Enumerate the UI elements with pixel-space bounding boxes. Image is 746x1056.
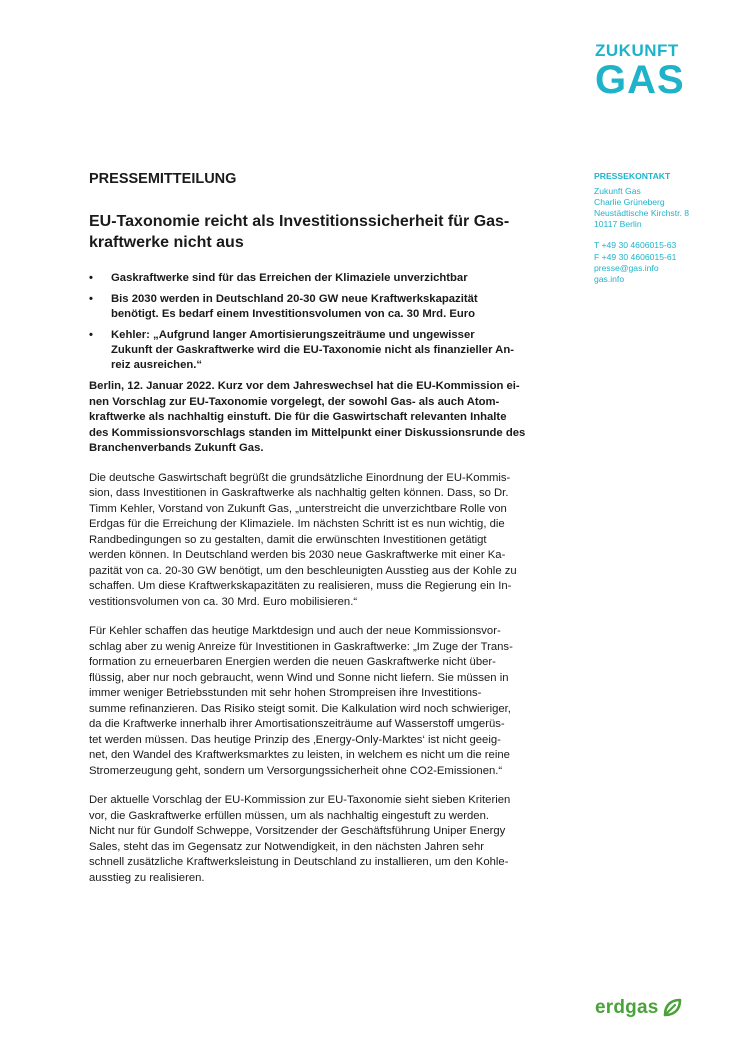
key-point-line: benötigt. Es bedarf einem Investitionsvolumen von ca. 30 Mrd. Euro <box>111 308 476 320</box>
logo-line-2: GAS <box>595 58 685 102</box>
headline-line: EU-Taxonomie reicht als Investitionssicherheit für Gas- <box>89 213 510 230</box>
contact-person: Charlie Grüneberg <box>594 197 665 208</box>
document-kicker: PRESSEMITTEILUNG <box>89 171 237 187</box>
body-line: vestitionsvolumen von ca. 30 Mrd. Euro mobilisieren.“ <box>89 595 358 608</box>
body-line: Timm Kehler, Vorstand von Zukunft Gas, „unterstreicht die unverzichtbare Rolle von <box>89 502 507 515</box>
contact-address <box>594 186 724 230</box>
body-line: werden können. In Deutschland werden bis 2030 neue Gaskraftwerke mit einer Ka- <box>89 549 506 561</box>
lead-line: Berlin, 12. Januar 2022. Kurz vor dem Jahreswechsel hat die EU-Kommission ei- <box>89 380 520 392</box>
body-paragraph-1 <box>89 471 571 611</box>
body-line: Erdgas für die Erreichung der Klimaziele. Im nächsten Schritt ist es nun wichtig, die <box>89 518 505 530</box>
body-line: vor, die Gaskraftwerke erfüllen müssen, um als nachhaltig eingestuft zu werden. <box>89 809 489 822</box>
headline-line: kraftwerke nicht aus <box>89 234 244 251</box>
lead-paragraph <box>89 379 571 457</box>
body-paragraph-3 <box>89 793 571 886</box>
key-point <box>89 328 571 373</box>
body-line: schaffen. Um diese Kraftwerkskapazitäten zu realisieren, muss die Regierung ein In- <box>89 580 512 592</box>
key-point-line: Zukunft der Gaskraftwerke wird die EU-Taxonomie nicht als finanzieller An- <box>111 344 515 356</box>
contact-city: 10117 Berlin <box>594 219 642 230</box>
leaf-icon <box>661 997 683 1019</box>
body-line: Die deutsche Gaswirtschaft begrüßt die grundsätzliche Einordnung der EU-Kommis- <box>89 471 511 484</box>
key-points-list <box>89 271 571 373</box>
body-paragraph-2 <box>89 624 571 779</box>
key-point-line: reiz ausreichen.“ <box>111 359 203 371</box>
headline <box>89 211 571 253</box>
press-contact <box>594 171 724 295</box>
body-line: Randbedingungen so zu gestalten, damit die erwünschten Investitionen getätigt <box>89 533 487 546</box>
body-line: schnell zusätzliche Kraftwerksleistung in Deutschland zu installieren, um den Kohle- <box>89 856 509 868</box>
body-line: tet werden müssen. Das heutige Prinzip des ‚Energy-Only-Marktes‘ ist nicht geeig- <box>89 733 501 746</box>
body-line: Sales, steht das im Gegensatz zur Notwendigkeit, in den nächsten Jahren sehr <box>89 840 484 853</box>
body-line: immer weniger Betriebsstunden mit sehr hohen Strompreisen ihre Investitions- <box>89 687 482 699</box>
press-release-body <box>89 170 571 900</box>
lead-line: des Kommissionsvorschlags standen im Mittelpunkt einer Diskussionsrunde des <box>89 426 526 439</box>
press-contact-heading: PRESSEKONTAKT <box>594 171 671 181</box>
body-line: Stromerzeugung geht, sondern um Versorgungssicherheit ohne CO2-Emissionen.“ <box>89 764 503 777</box>
contact-org: Zukunft Gas <box>594 186 641 197</box>
body-line: Der aktuelle Vorschlag der EU-Kommission zur EU-Taxonomie sieht sieben Kriterien <box>89 794 511 806</box>
body-line: formation zu erneuerbaren Energien werden die neuen Gaskraftwerke nicht über- <box>89 656 496 668</box>
body-line: da die Kraftwerke innerhalb ihrer Amortisationszeiträume auf Wasserstoff umgerüs- <box>89 718 505 730</box>
contact-street: Neustädtische Kirchstr. 8 <box>594 208 690 219</box>
key-point-line: • Bis 2030 werden in Deutschland 20-30 GW neue Kraftwerkskapazität <box>111 293 478 305</box>
body-line: ausstieg zu realisieren. <box>89 871 205 884</box>
key-point <box>89 292 571 322</box>
lead-line: kraftwerke als nachhaltig einstuft. Die für die Gaswirtschaft relevanten Inhalte <box>89 411 507 423</box>
erdgas-wordmark: erdgas <box>595 997 659 1018</box>
erdgas-logo <box>595 997 683 1019</box>
body-line: Für Kehler schaffen das heutige Marktdesign und auch der neue Kommissionsvor- <box>89 625 501 637</box>
lead-line: Branchenverbands Zukunft Gas. <box>89 442 264 454</box>
contact-phone: T +49 30 4606015-63 <box>594 240 677 251</box>
body-line: schlag aber zu wenig Anreize für Investitionen in Gaskraftwerke: „Im Zuge der Trans- <box>89 640 513 653</box>
contact-details <box>594 240 724 284</box>
logo-line-1: ZUKUNFT <box>595 41 679 60</box>
key-point-line: • Kehler: „Aufgrund langer Amortisierungszeiträume und ungewisser <box>111 329 475 341</box>
contact-fax: F +49 30 4606015-61 <box>594 251 677 262</box>
body-line: Nicht nur für Gundolf Schweppe, Vorsitzender der Geschäftsführung Uniper Energy <box>89 825 506 837</box>
body-line: net, den Wandel des Kraftwerksmarktes zu leisten, in welchem es nicht um die reine <box>89 749 510 761</box>
contact-email[interactable]: presse@gas.info <box>594 262 659 273</box>
lead-line: nen Vorschlag zur EU-Taxonomie vorgelegt, der sowohl Gas- als auch Atom- <box>89 395 500 408</box>
body-line: pazität von ca. 20-30 GW benötigt, um den beschleunigten Ausstieg aus der Kohle zu <box>89 564 517 577</box>
body-line: sion, dass Investitionen in Gaskraftwerke als nachhaltig gelten können. Dass, so Dr. <box>89 487 509 499</box>
contact-website[interactable]: gas.info <box>594 273 625 284</box>
body-line: summe refinanzieren. Das Risiko steigt somit. Die Kalkulation wird noch schwieriger, <box>89 702 511 715</box>
zukunft-gas-logo <box>595 42 695 100</box>
key-point <box>89 271 571 286</box>
key-point-line: • Gaskraftwerke sind für das Erreichen der Klimaziele unverzichtbar <box>111 272 468 284</box>
body-line: flüssig, aber nur noch gebraucht, wenn Wind und Sonne nicht liefern. Sie müssen in <box>89 671 509 684</box>
